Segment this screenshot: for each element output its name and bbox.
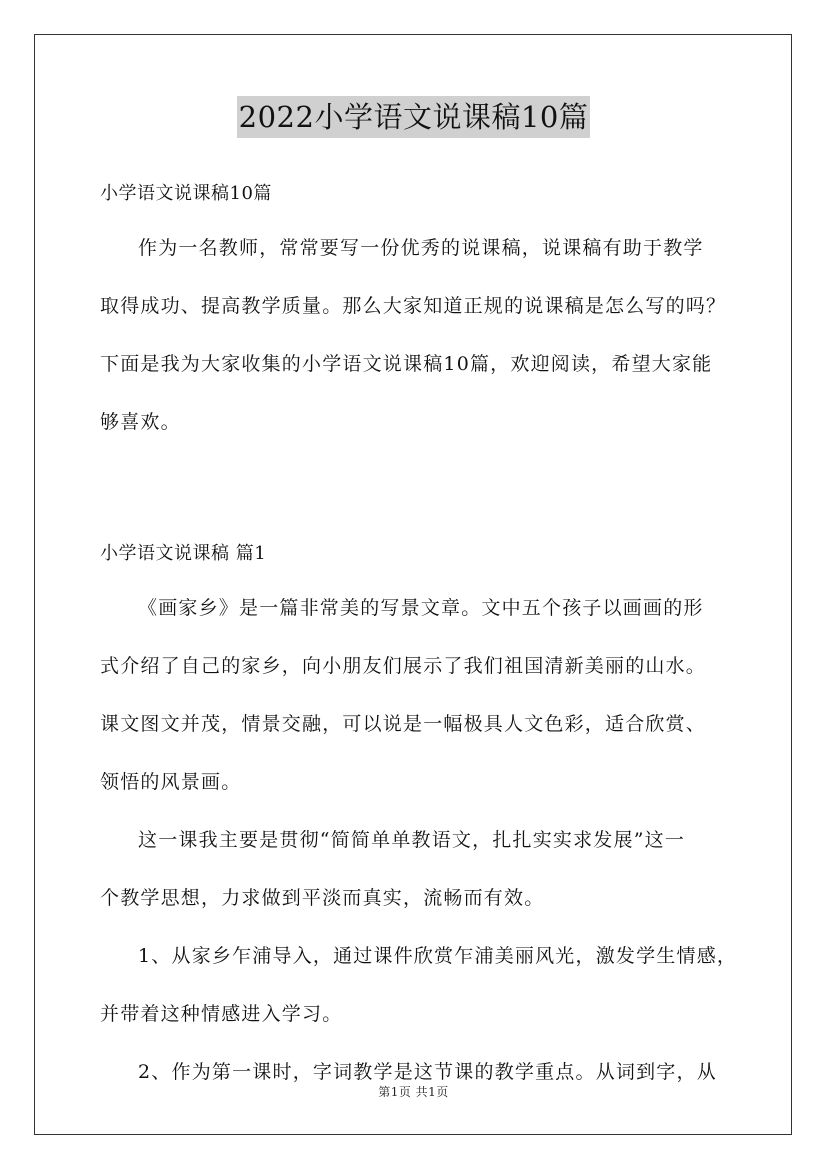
- paragraph-line: 作为一名教师，常常要写一份优秀的说课稿，说课稿有助于教学: [138, 237, 704, 259]
- paragraph-line: 领悟的风景画。: [100, 771, 242, 793]
- document-title: 2022小学语文说课稿10篇: [237, 96, 591, 138]
- intro-paragraph: [100, 230, 732, 462]
- document-body: [100, 176, 738, 1112]
- paragraph-line: 够喜欢。: [100, 411, 181, 433]
- paragraph-2: [100, 822, 732, 938]
- paragraph-1: [100, 590, 732, 822]
- paragraph-line: 2、作为第一课时，字词教学是这节课的教学重点。从词到字，从: [138, 1061, 717, 1083]
- paragraph-line: 1、从家乡乍浦导入，通过课件欣赏乍浦美丽风光，激发学生情感，: [138, 945, 738, 967]
- paragraph-3: [100, 938, 738, 1054]
- paragraph-line: 个教学思想，力求做到平淡而真实，流畅而有效。: [100, 887, 545, 909]
- section-heading: 小学语文说课稿 篇1: [100, 543, 267, 564]
- document-subtitle: 小学语文说课稿10篇: [100, 183, 272, 204]
- paragraph-line: 下面是我为大家收集的小学语文说课稿10篇，欢迎阅读，希望大家能: [100, 353, 713, 375]
- paragraph-line: 这一课我主要是贯彻“简简单单教语文，扎扎实实求发展”这一: [138, 829, 686, 851]
- paragraph-line: 《画家乡》是一篇非常美的写景文章。文中五个孩子以画画的形: [138, 597, 704, 619]
- paragraph-line: 式介绍了自己的家乡，向小朋友们展示了我们祖国清新美丽的山水。: [100, 655, 707, 677]
- paragraph-line: 并带着这种情感进入学习。: [100, 1003, 343, 1025]
- paragraph-line: 课文图文并茂，情景交融，可以说是一幅极具人文色彩，适合欣赏、: [100, 713, 707, 735]
- paragraph-line: 取得成功、提高教学质量。那么大家知道正规的说课稿是怎么写的吗？: [100, 295, 727, 317]
- title-container: [0, 96, 827, 138]
- page-footer: 第1页 共1页: [378, 1085, 449, 1099]
